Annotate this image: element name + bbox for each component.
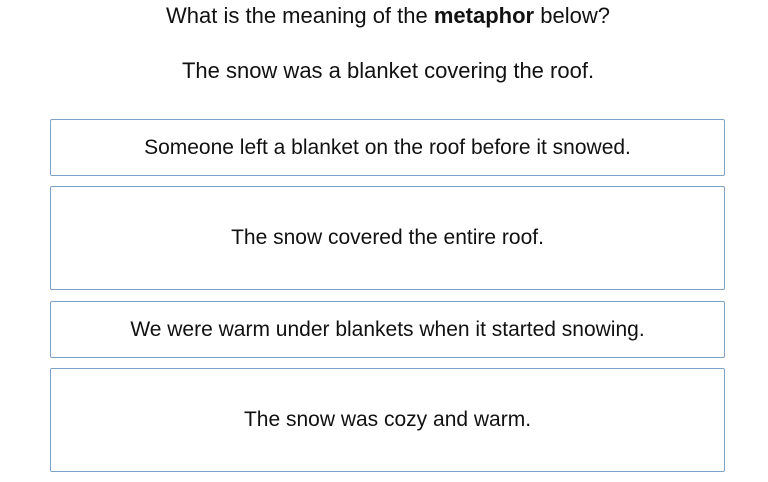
question-prefix: What is the meaning of the <box>166 3 434 28</box>
answer-option-label: Someone left a blanket on the roof before it snowed. <box>144 135 631 159</box>
question-suffix: below? <box>534 3 610 28</box>
answer-option-label: We were warm under blankets when it started snowing. <box>130 317 645 341</box>
answer-option-label: The snow covered the entire roof. <box>231 226 544 249</box>
question-keyword: metaphor <box>433 3 535 28</box>
answer-option-1[interactable] <box>50 119 725 176</box>
answer-option-label: The snow was cozy and warm. <box>243 408 532 431</box>
answer-option-2[interactable] <box>50 186 725 290</box>
answer-option-3[interactable] <box>50 301 725 358</box>
metaphor-sentence: The snow was a blanket covering the roof. <box>181 58 595 83</box>
question-text <box>0 2 768 30</box>
answer-option-4[interactable] <box>50 368 725 472</box>
